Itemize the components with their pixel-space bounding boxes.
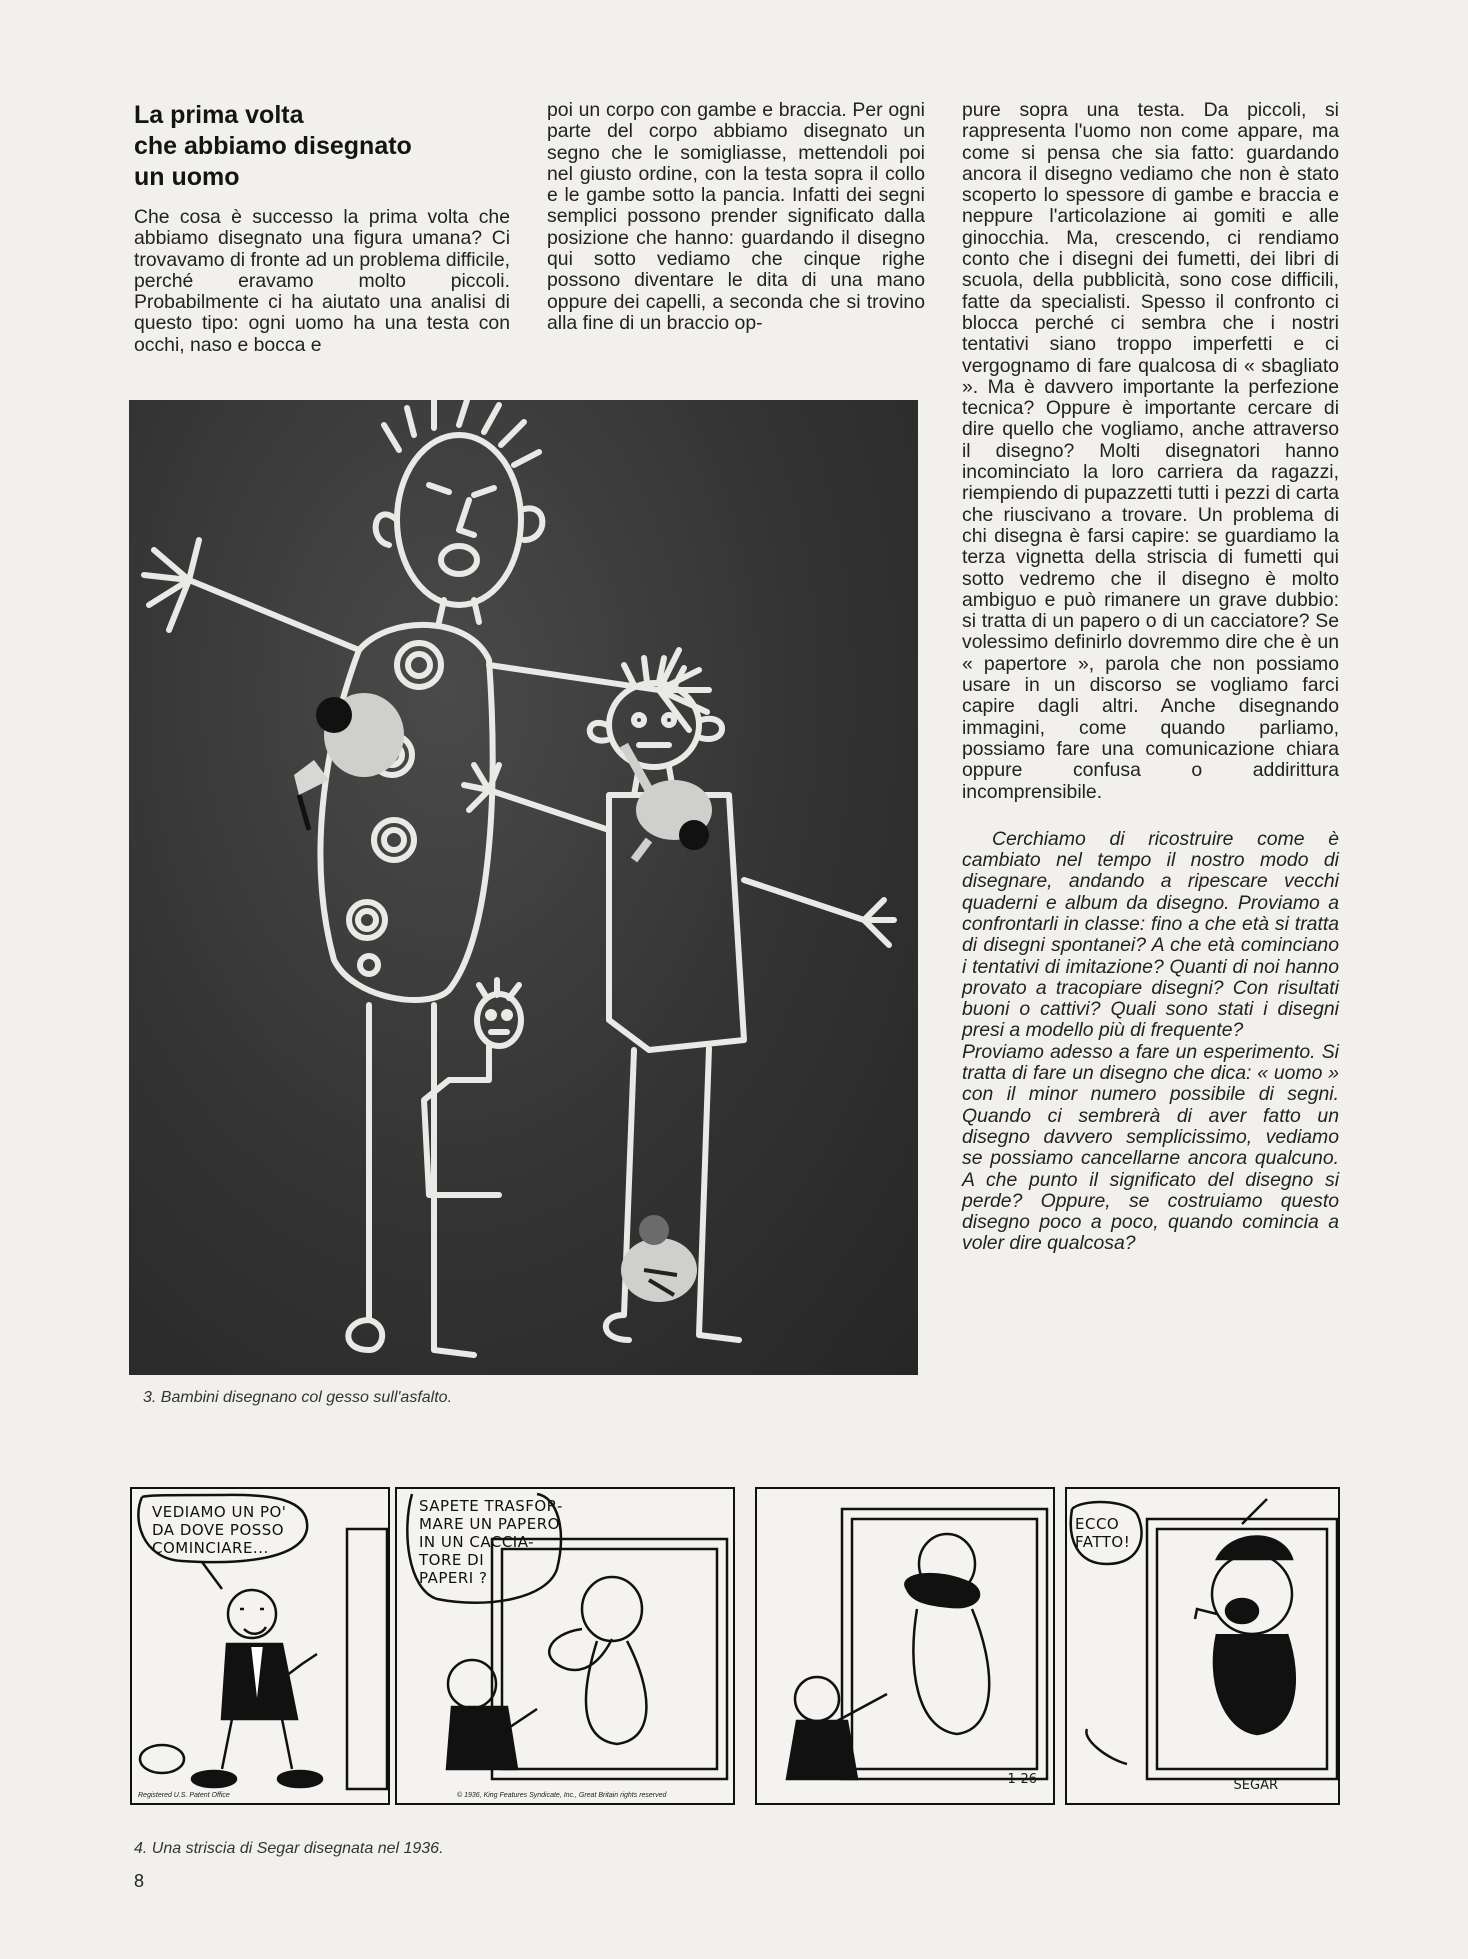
column-3-italic-paragraph-1: Cerchiamo di ricostruire come è cambiato nel tempo il nostro modo di disegnare, andando a ripescare vecchi quaderni e album da disegno. Proviamo a confrontarli in classe: fino a che età si tratta di disegni spontanei? A che età cominciano i tentativi di imitazione? Quanti di noi hanno provato a tracopiare disegni? Con risultati buoni o cattivi? Quali sono stati i disegni presi a modello più di frequente? — [962, 827, 1339, 1042]
comic-panel-3 — [755, 1487, 1055, 1805]
comic-panel-4 — [1065, 1487, 1340, 1805]
balloon-line: PAPERI ? — [419, 1569, 488, 1587]
panel-1-drawing — [132, 1489, 390, 1805]
article-title — [134, 100, 454, 193]
text-column-3 — [962, 100, 1339, 1255]
strip-date: 1-26 — [1007, 1772, 1037, 1787]
balloon-line: IN UN CACCIA- — [419, 1533, 535, 1551]
column-3-paragraph: pure sopra una testa. Da piccoli, si rappresenta l'uomo non come appare, ma come si pensa che sia fatto: guardando ancora il disegno vediamo che non è stato scoperto lo spessore di gambe e braccia e neppure l'articolazione ai gomiti e alle ginocchia. Ma, crescendo, ci rendiamo conto che i disegni dei fumetti, dei libri di scuola, della pubblicità, sono cose difficili, fatte da specialisti. Spesso il confronto ci blocca perché ci sembra che i nostri tentativi siano troppo imperfetti e ci vergognamo di fare qualcosa di « sbagliato ». Ma è davvero importante la perfezione tecnica? Oppure è importante cercare di dire quello che vogliamo, anche attraverso il disegno? Molti disegnatori hanno incominciato la loro carriera da ragazzi, riempiendo di pupazzetti tutti i pezzi di carta che riuscivano a trovare. Un problema di chi disegna è farsi capire: se guardiamo la terza vignetta della striscia di fumetti qui sotto vedremo che il disegno è molto ambiguo e può rimanere un grave dubbio: si tratta di un papero o di un cacciatore? Se volessimo definirlo dovremmo dire che è un « papertore », parola che non possiamo usare in un discorso se vogliamo farci capire dagli altri. Anche disegnando immagini, come quando parliamo, possiamo fare una comunicazione chiara oppure confusa o addirittura incomprensibile. — [962, 99, 1339, 803]
copyright-king-features: © 1936, King Features Syndicate, Inc., Great Britain rights reserved — [457, 1792, 667, 1799]
title-line: un uomo — [134, 163, 240, 191]
balloon-line: FATTO! — [1075, 1533, 1131, 1551]
page-number: 8 — [134, 1871, 145, 1891]
balloon-line: ECCO — [1075, 1515, 1120, 1533]
figure-4-caption: 4. Una striscia di Segar disegnata nel 1936. — [134, 1840, 444, 1857]
comic-panel-2 — [395, 1487, 735, 1805]
balloon-line: COMINCIARE... — [152, 1539, 269, 1557]
comic-strip — [130, 1487, 1340, 1817]
figure-3-caption: 3. Bambini disegnano col gesso sull'asfalto. — [143, 1389, 453, 1406]
title-line: La prima volta — [134, 101, 304, 129]
chalk-figures-illustration — [129, 400, 918, 1375]
text-column-2: poi un corpo con gambe e braccia. Per ogni parte del corpo abbiamo disegnato un segno che le somigliasse, mettendoli poi nel giusto ordine, con la testa sopra il collo e le gambe sotto la pancia. Infatti dei segni semplici possono prender significato dalla posizione che hanno: guardando il disegno qui sotto vediamo che cinque righe possono diventare le dita di una mano oppure dei capelli, a seconda che si trovino alla fine di un braccio op- — [547, 99, 925, 334]
artist-signature: SEGAR — [1233, 1778, 1278, 1793]
title-line: che abbiamo disegnato — [134, 132, 412, 160]
column-3-italic-paragraph-2: Proviamo adesso a fare un esperimento. Si tratta di fare un disegno che dica: « uomo » con il minor numero possibile di segni. Quando ci sembrerà di aver fatto un disegno davvero semplicissimo, vediamo se possiamo cancellarne ancora qualcuno. A che punto il significato del disegno si perde? Oppure, se costruiamo questo disegno poco a poco, quando comincia a voler dire qualcosa? — [962, 1040, 1339, 1255]
copyright-registered: Registered U.S. Patent Office — [138, 1792, 230, 1799]
balloon-line: TORE DI — [419, 1551, 485, 1569]
text-column-1: Che cosa è successo la prima volta che abbiamo disegnato una figura umana? Ci trovavamo di fronte ad un problema difficile, perché eravamo molto piccoli. Probabilmente ci ha aiutato una analisi di questo tipo: ogni uomo ha una testa con occhi, naso e bocca e — [134, 206, 510, 356]
panel-2-drawing — [397, 1489, 735, 1805]
balloon-line: DA DOVE POSSO — [152, 1521, 285, 1539]
photo-chalk-drawing — [129, 400, 918, 1375]
balloon-line: MARE UN PAPERO — [419, 1515, 560, 1533]
balloon-line: SAPETE TRASFOR- — [419, 1497, 563, 1515]
panel-3-drawing — [757, 1489, 1055, 1805]
panel-4-drawing — [1067, 1489, 1340, 1805]
comic-panel-1 — [130, 1487, 390, 1805]
balloon-line: VEDIAMO UN PO' — [152, 1503, 287, 1521]
